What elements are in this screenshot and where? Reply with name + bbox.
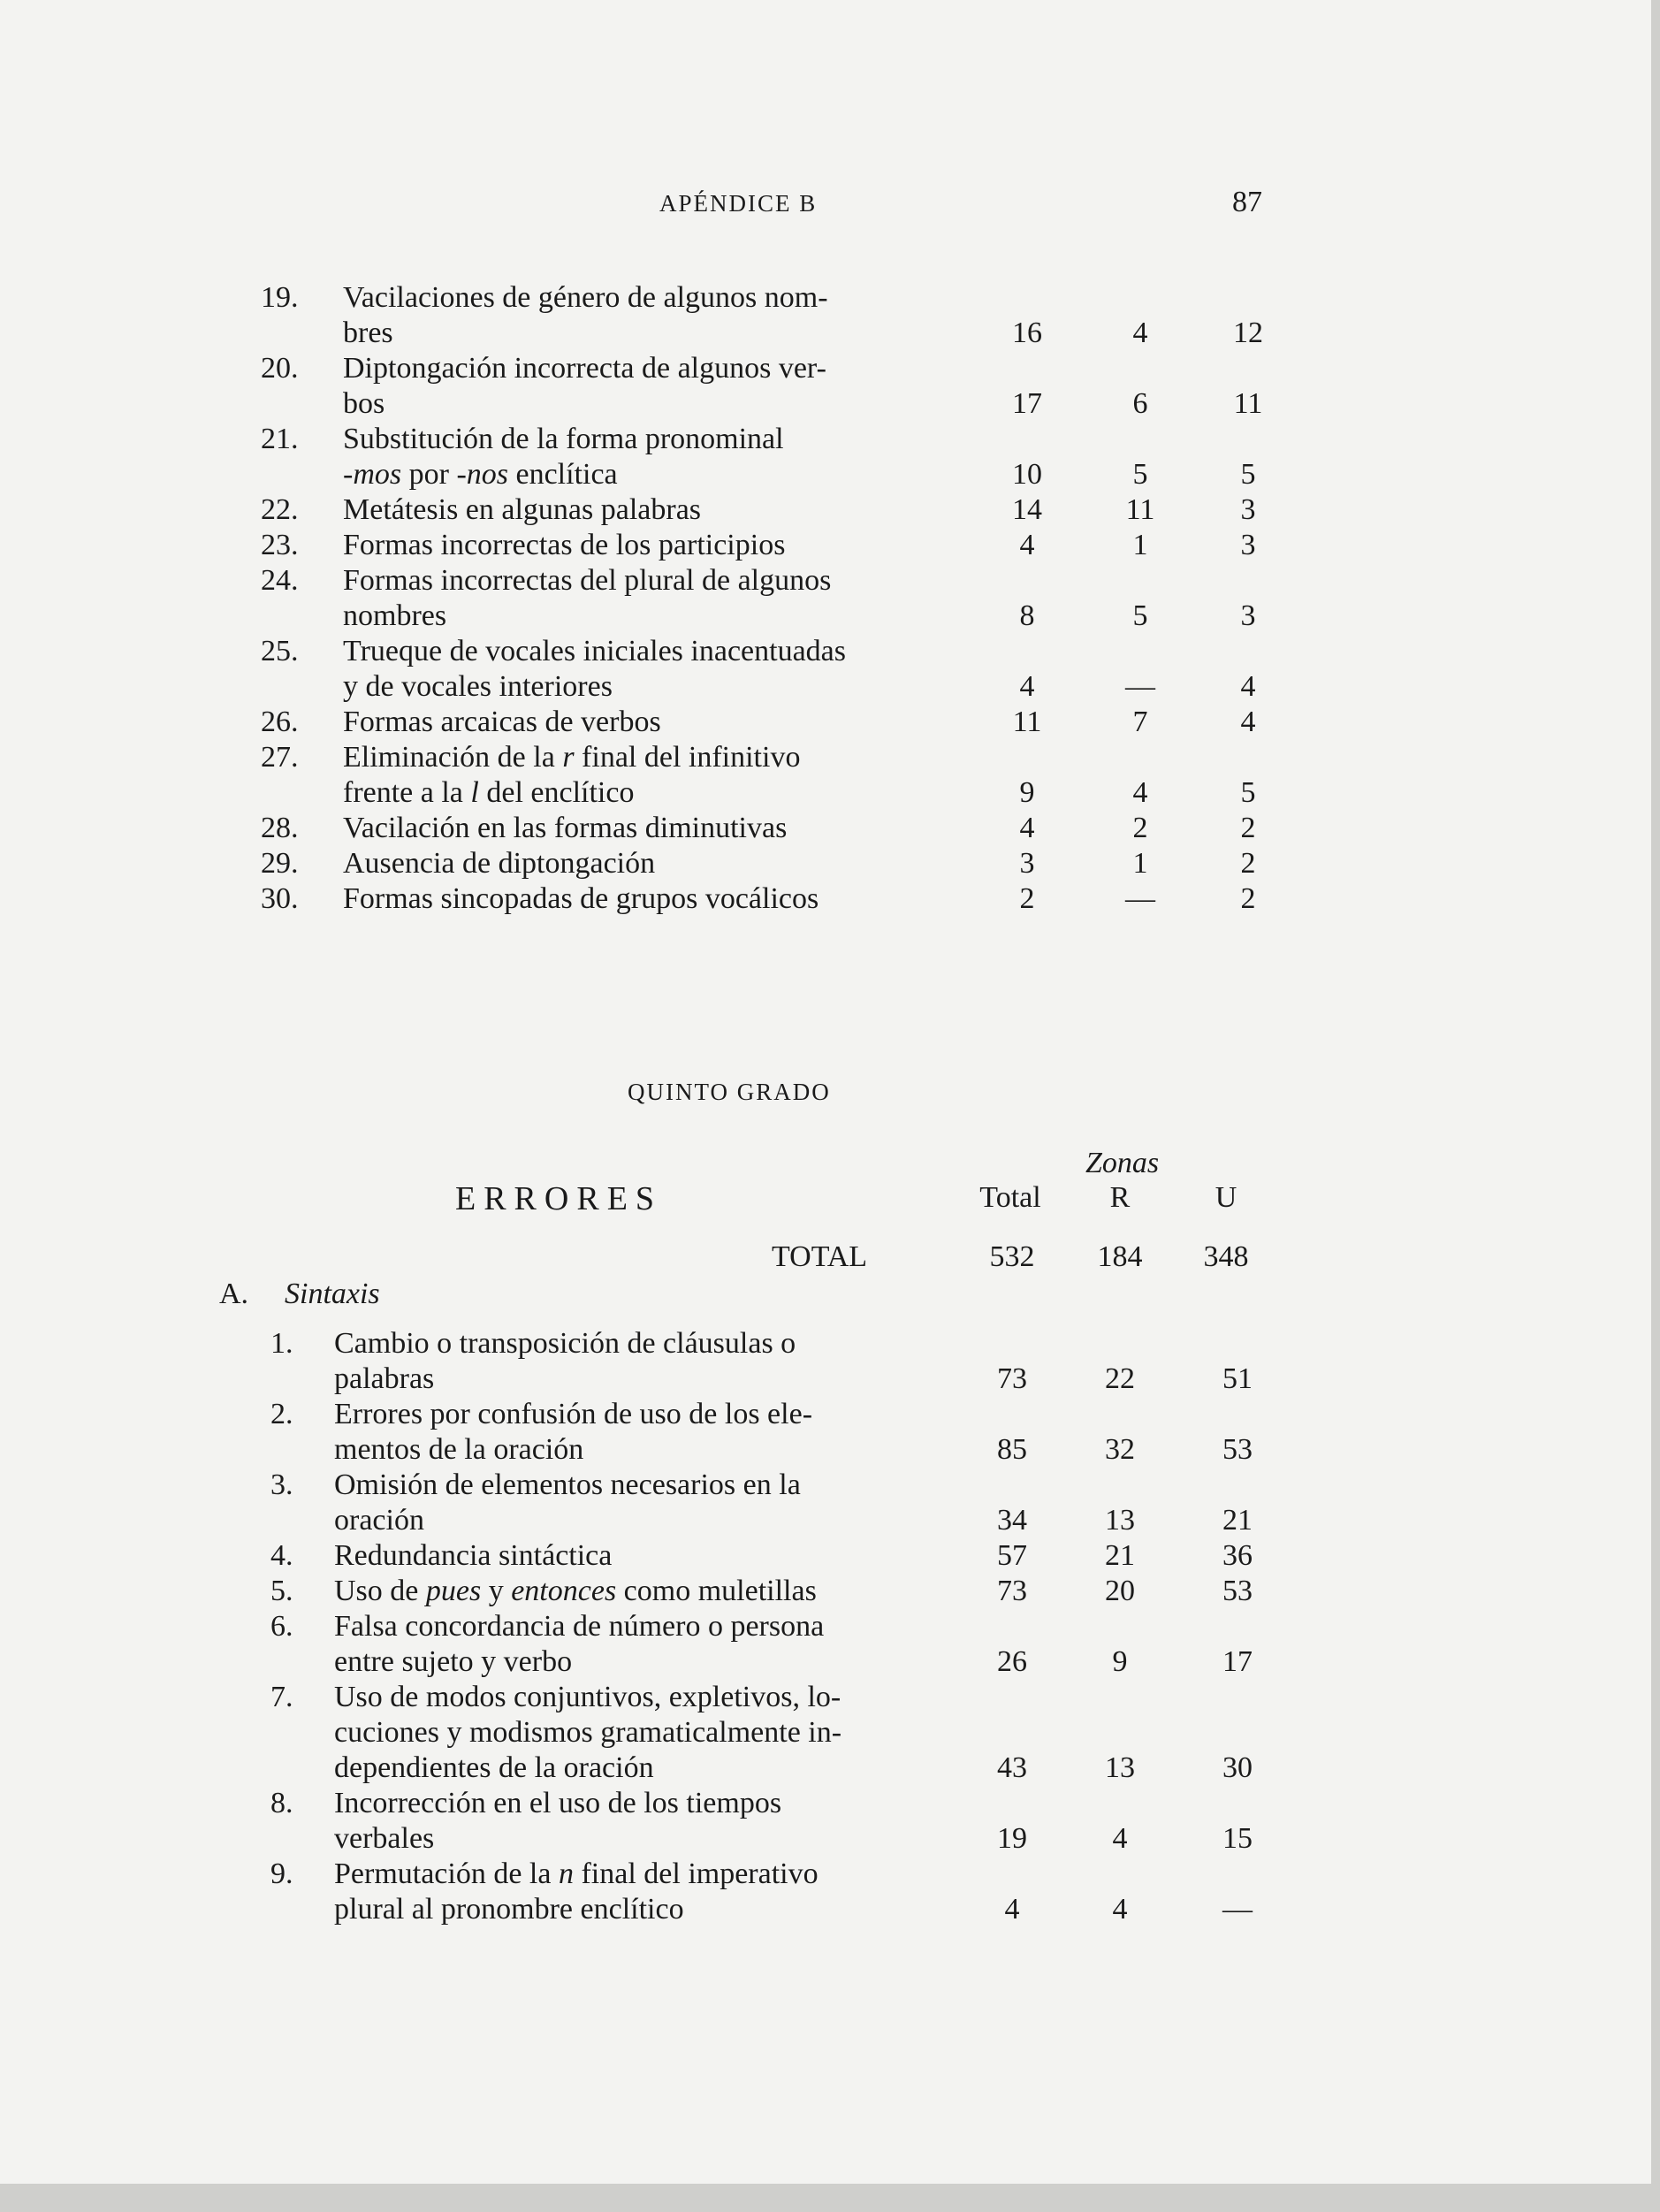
zonas-heading [1085,1147,1159,1180]
value-total: 57 [997,1539,1027,1572]
value-u: 3 [1240,493,1256,526]
item-number: 9. [270,1857,293,1890]
value-r: 9 [1112,1645,1128,1678]
value-u: 30 [1222,1751,1253,1784]
item-text [343,776,634,810]
value-r: 2 [1132,812,1148,844]
item-text: palabras [334,1362,435,1395]
value-u: 36 [1222,1539,1253,1572]
item-text: Formas incorrectas del plural de algunos [343,564,832,597]
value-total: 3 [1019,847,1035,880]
subsection-title-text: Sintaxis [285,1278,380,1310]
item-text: Formas sincopadas de grupos vocálicos [343,882,819,915]
item-number: 26. [261,706,299,738]
total-value-r: 184 [1097,1240,1143,1273]
value-total: 73 [997,1575,1027,1607]
value-r: 22 [1105,1362,1135,1395]
value-u: 53 [1222,1575,1253,1607]
item-text: Substitución de la forma pronominal [343,423,784,455]
value-r: 1 [1132,529,1148,561]
value-total: 4 [1019,670,1035,703]
text-fragment: frente a la [343,776,471,809]
item-text: entre sujeto y verbo [334,1645,573,1678]
subsection-title [285,1278,380,1311]
item-text [334,1575,817,1608]
item-number: 3. [270,1468,293,1501]
item-text [343,458,618,492]
value-total: 73 [997,1362,1027,1395]
value-r: 6 [1132,387,1148,420]
total-value: 532 [989,1240,1035,1273]
column-header-r: R [1109,1181,1131,1214]
item-text: Vacilaciones de género de algunos nom- [343,281,828,314]
italic-term: n [558,1857,574,1890]
item-text: plural al pronombre enclítico [334,1893,684,1926]
value-u: 5 [1240,458,1256,491]
item-number: 27. [261,741,299,774]
text-fragment: enclítica [508,458,618,491]
errores-heading: ERRORES [455,1180,663,1217]
text-fragment: Eliminación de la [343,741,563,774]
italic-term: entonces [511,1575,617,1607]
page-number: 87 [1232,186,1262,218]
value-total: 4 [1004,1893,1020,1926]
item-text: y de vocales interiores [343,670,613,703]
page-edge-right [1651,0,1660,2212]
italic-term: pues [425,1575,482,1607]
value-total: 43 [997,1751,1027,1784]
value-u: 2 [1240,882,1256,915]
item-number: 19. [261,281,299,314]
text-fragment: como muletillas [616,1575,817,1607]
running-header: APÉNDICE B [659,190,818,217]
value-total: 8 [1019,599,1035,632]
item-number: 25. [261,635,299,667]
item-text: Ausencia de diptongación [343,847,656,880]
text-fragment: por [401,458,457,491]
value-r: 4 [1112,1822,1128,1855]
value-total: 10 [1012,458,1042,491]
item-text: bos [343,387,385,420]
value-u: 2 [1240,812,1256,844]
item-number: 23. [261,529,299,561]
item-text: Cambio o transposición de cláusulas o [334,1327,796,1360]
item-number: 1. [270,1327,293,1360]
item-text: Incorrección en el uso de los tiempos [334,1787,782,1819]
text-fragment: final del imperativo [573,1857,819,1890]
italic-term: l [470,776,479,809]
value-r: 7 [1132,706,1148,738]
value-u: 4 [1240,706,1256,738]
text-fragment: final del infinitivo [574,741,801,774]
value-r: 4 [1132,317,1148,349]
value-u: 21 [1222,1504,1253,1537]
value-u: 3 [1240,529,1256,561]
item-text: Formas arcaicas de verbos [343,706,661,738]
value-total: 2 [1019,882,1035,915]
item-text: verbales [334,1822,435,1855]
item-text: Falsa concordancia de número o persona [334,1610,825,1643]
value-r: 5 [1132,458,1148,491]
subsection-letter: A. [219,1278,249,1310]
text-fragment: y [481,1575,512,1607]
text-fragment: del enclítico [478,776,635,809]
item-number: 30. [261,882,299,915]
value-total: 11 [1012,706,1042,738]
value-total: 26 [997,1645,1027,1678]
page-edge-bottom [0,2184,1660,2212]
value-u: 11 [1233,387,1263,420]
item-text: Vacilación en las formas diminutivas [343,812,788,844]
item-text: dependientes de la oración [334,1751,654,1784]
value-r: 1 [1132,847,1148,880]
text-fragment: Permutación de la [334,1857,559,1890]
item-text: Omisión de elementos necesarios en la [334,1468,801,1501]
value-u: 17 [1222,1645,1253,1678]
item-number: 29. [261,847,299,880]
item-text: bres [343,317,393,349]
item-text: Trueque de vocales iniciales inacentuadas [343,635,846,667]
item-number: 7. [270,1681,293,1713]
value-u: 12 [1233,317,1263,349]
item-text [343,741,800,774]
value-u: — [1222,1893,1253,1926]
value-r: 13 [1105,1504,1135,1537]
value-u: 3 [1240,599,1256,632]
value-r: 32 [1105,1433,1135,1466]
value-total: 19 [997,1822,1027,1855]
total-value-u: 348 [1203,1240,1249,1273]
value-u: 51 [1222,1362,1253,1395]
item-number: 28. [261,812,299,844]
item-text: Metátesis en algunas palabras [343,493,702,526]
value-r: 13 [1105,1751,1135,1784]
column-header-u: U [1215,1181,1237,1214]
item-text: nombres [343,599,447,632]
item-text: Diptongación incorrecta de algunos ver- [343,352,826,385]
item-number: 2. [270,1398,293,1430]
value-u: 53 [1222,1433,1253,1466]
item-text: Uso de modos conjuntivos, expletivos, lo- [334,1681,841,1713]
value-total: 34 [997,1504,1027,1537]
item-text: mentos de la oración [334,1433,584,1466]
value-r: — [1125,882,1155,915]
value-r: 20 [1105,1575,1135,1607]
item-number: 21. [261,423,299,455]
italic-term: -mos [343,458,402,491]
value-total: 16 [1012,317,1042,349]
value-total: 17 [1012,387,1042,420]
value-total: 4 [1019,529,1035,561]
value-total: 14 [1012,493,1042,526]
value-u: 15 [1222,1822,1253,1855]
item-number: 6. [270,1610,293,1643]
item-number: 24. [261,564,299,597]
item-number: 20. [261,352,299,385]
item-text: Errores por confusión de uso de los ele- [334,1398,813,1430]
column-header-total: Total [979,1181,1041,1214]
value-r: 5 [1132,599,1148,632]
value-r: 4 [1132,776,1148,809]
value-total: 9 [1019,776,1035,809]
italic-term: -nos [456,458,508,491]
item-text: cuciones y modismos gramaticalmente in- [334,1716,842,1749]
value-r: 21 [1105,1539,1135,1572]
value-u: 5 [1240,776,1256,809]
item-number: 22. [261,493,299,526]
text-fragment: Uso de [334,1575,426,1607]
item-text [334,1857,819,1891]
value-r: — [1125,670,1155,703]
italic-term: r [562,741,575,774]
item-text: oración [334,1504,424,1537]
item-text: Redundancia sintáctica [334,1539,613,1572]
value-u: 2 [1240,847,1256,880]
value-r: 11 [1125,493,1155,526]
item-number: 5. [270,1575,293,1607]
total-label: TOTAL [772,1240,868,1273]
value-u: 4 [1240,670,1256,703]
value-r: 4 [1112,1893,1128,1926]
value-total: 85 [997,1433,1027,1466]
section-title: QUINTO GRADO [628,1079,831,1105]
item-text: Formas incorrectas de los participios [343,529,786,561]
zonas-label: Zonas [1085,1147,1160,1179]
value-total: 4 [1019,812,1035,844]
item-number: 8. [270,1787,293,1819]
item-number: 4. [270,1539,293,1572]
